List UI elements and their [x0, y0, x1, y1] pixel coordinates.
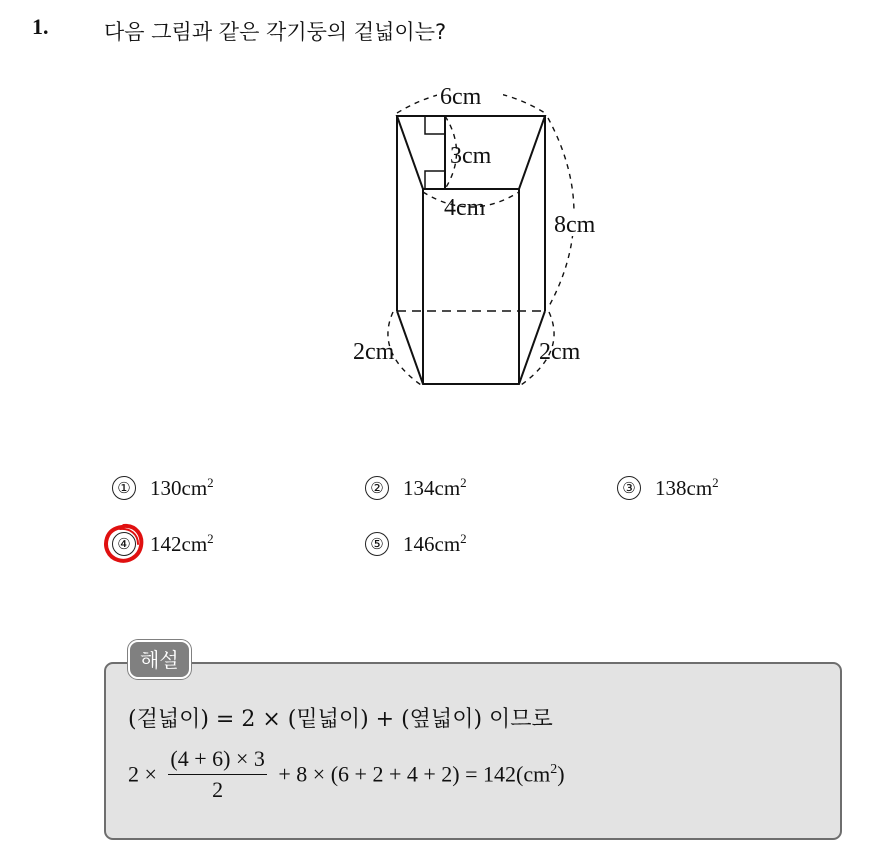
top-width-label: 6cm: [440, 84, 482, 110]
choice-value: 134cm: [403, 476, 461, 500]
solution-close: ): [557, 761, 565, 787]
prism-height-label: 8cm: [554, 212, 596, 238]
choice-mark: ④: [112, 532, 136, 556]
choice-exponent: 2: [460, 475, 467, 490]
choice-5[interactable]: [365, 531, 467, 558]
solution-prefix: 2 ×: [128, 761, 157, 787]
solution-suffix: + 8 × (6 + 2 + 4 + 2) = 142(cm: [278, 761, 551, 787]
solution-line-1: (겉넓이) = 2 × (밑넓이) + (옆넓이) 이므로: [128, 707, 553, 732]
choice-value: 142cm: [150, 532, 208, 556]
solution-fraction: [168, 746, 266, 803]
choice-exponent: 2: [207, 475, 214, 490]
choice-2[interactable]: [365, 475, 467, 502]
answer-circle-mark: [100, 520, 146, 566]
right-side-label: 2cm: [539, 339, 581, 365]
choice-mark: ③: [617, 476, 641, 500]
choice-mark: ②: [365, 476, 389, 500]
choice-value: 138cm: [655, 476, 713, 500]
choice-exponent: 2: [712, 475, 719, 490]
trapezoid-height-label: 3cm: [450, 143, 492, 169]
choice-mark: ①: [112, 476, 136, 500]
left-side-label: 2cm: [353, 339, 395, 365]
choice-3[interactable]: [617, 475, 719, 502]
choice-exponent: 2: [207, 531, 214, 546]
solution-tag: 해설: [128, 640, 191, 679]
choice-mark: ⑤: [365, 532, 389, 556]
question-text: 다음 그림과 같은 각기둥의 겉넓이는?: [104, 20, 447, 44]
solution-exponent: 2: [550, 762, 558, 778]
fraction-numerator: (4 + 6) × 3: [168, 746, 266, 775]
solution-line-2: [128, 748, 565, 805]
bottom-width-label: 4cm: [444, 195, 486, 221]
choice-value: 146cm: [403, 532, 461, 556]
choice-exponent: 2: [460, 531, 467, 546]
question-number: 1.: [32, 14, 49, 39]
fraction-denominator: 2: [212, 777, 224, 802]
choice-value: 130cm: [150, 476, 208, 500]
choice-1[interactable]: [112, 475, 214, 502]
